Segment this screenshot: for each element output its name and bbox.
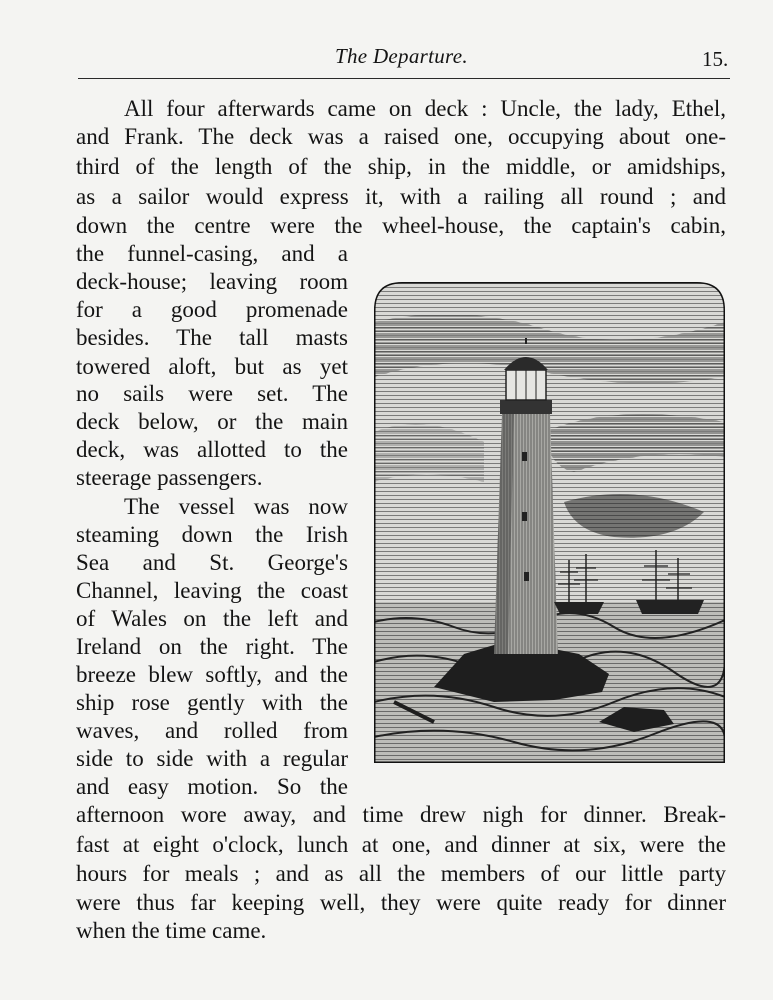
text-line: afternoon wore away, and time drew nigh for dinner. Break- [76,802,726,827]
text-line: the funnel-casing, and a [76,241,348,266]
text-line: deck-house; leaving room [76,269,348,294]
text-line: ship rose gently with the [76,690,348,715]
text-line: Ireland on the right. The [76,634,348,659]
text-line: Sea and St. George's [76,550,348,575]
page-number: 15. [702,47,729,71]
text-line: and easy motion. So the [76,774,348,799]
text-line: The vessel was now [124,494,348,519]
text-line: waves, and rolled from [76,718,348,743]
text-line: were thus far keeping well, they were quite ready for dinner [76,890,726,915]
text-line: steaming down the Irish [76,522,348,547]
text-line: steerage passengers. [76,465,263,490]
text-line: fast at eight o'clock, lunch at one, and dinner at six, were the [76,832,726,857]
text-line: third of the length of the ship, in the middle, or amidships, [76,154,726,179]
text-line: besides. The tall masts [76,325,348,350]
text-line: deck below, or the main [76,409,348,434]
lighthouse-engraving [374,282,725,763]
text-line: for a good promenade [76,297,348,322]
text-line: no sails were set. The [76,381,348,406]
text-line: Channel, leaving the coast [76,578,348,603]
running-head: The Departure. [335,44,468,68]
text-line: and Frank. The deck was a raised one, occupying about one- [76,124,726,149]
text-line: of Wales on the left and [76,606,348,631]
text-line: All four afterwards came on deck : Uncle, the lady, Ethel, [124,96,726,121]
text-line: breeze blew softly, and the [76,662,348,687]
header-rule [78,78,730,79]
text-line: side to side with a regular [76,746,348,771]
text-line: towered aloft, but as yet [76,354,348,379]
text-line: deck, was allotted to the [76,437,348,462]
text-line: down the centre were the wheel-house, the captain's cabin, [76,213,726,238]
text-line: when the time came. [76,918,267,943]
lighthouse-engraving-svg [374,282,725,763]
text-line: hours for meals ; and as all the members of our little party [76,861,726,886]
text-line: as a sailor would express it, with a railing all round ; and [76,184,726,209]
